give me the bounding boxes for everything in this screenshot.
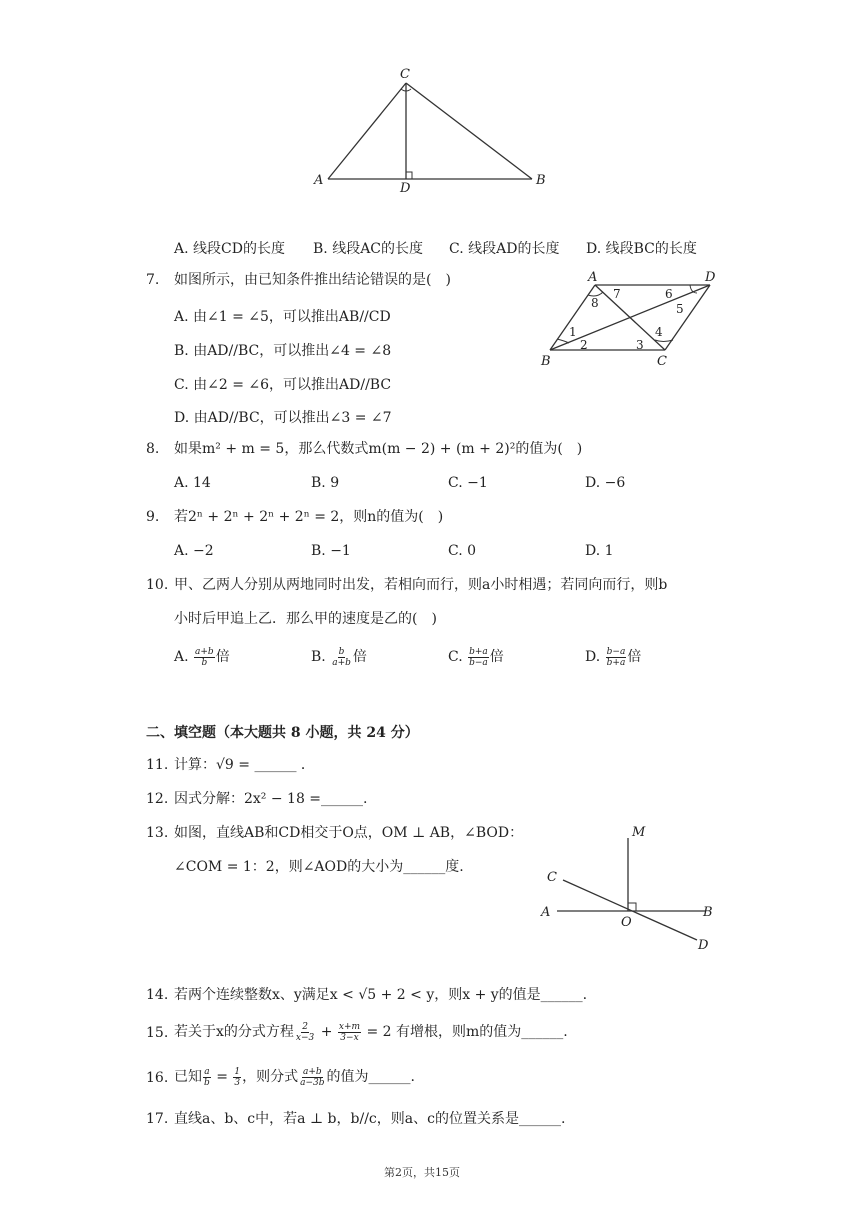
- denominator: 3−x: [340, 1032, 359, 1043]
- numerator: x+m: [338, 1021, 361, 1032]
- denominator: b+a: [606, 657, 626, 668]
- denominator: b: [204, 1077, 210, 1088]
- denominator: x−3: [295, 1032, 315, 1043]
- label-O: O: [621, 915, 632, 930]
- fraction: [338, 1022, 361, 1043]
- denominator: a+b: [332, 657, 351, 668]
- label-B: B: [541, 354, 551, 369]
- angle-label-5: 5: [676, 302, 684, 316]
- q6-option-d: D. 线段BC的长度: [586, 241, 697, 257]
- label-D: D: [705, 270, 716, 285]
- option-letter: A.: [174, 649, 189, 665]
- option-suffix: 倍: [489, 649, 504, 665]
- fraction: [331, 647, 352, 668]
- q7-option-d: D. 由AD//BC，可以推出∠3 = ∠7: [174, 410, 392, 426]
- q9-option-c: C. 0: [448, 543, 477, 559]
- q8-option-a: A. 14: [174, 475, 211, 491]
- label-A: A: [314, 173, 324, 188]
- angle-label-2: 2: [580, 338, 588, 352]
- q7-option-b: B. 由AD//BC，可以推出∠4 = ∠8: [174, 343, 392, 359]
- numerator: 2: [302, 1021, 308, 1032]
- fraction: [233, 1067, 241, 1088]
- q13-line1: 如图，直线AB和CD相交于O点，OM ⊥ AB，∠BOD：: [174, 825, 524, 841]
- q9-number: 9.: [146, 509, 160, 525]
- q16-mid: ，则分式: [242, 1069, 299, 1085]
- q10-stem-line2: 小时后甲追上乙．那么甲的速度是乙的( ): [174, 611, 437, 627]
- q10-option-c: [448, 646, 504, 668]
- fraction: [299, 1067, 325, 1088]
- q6-option-b: B. 线段AC的长度: [313, 241, 424, 257]
- numerator: a+b: [303, 1066, 322, 1077]
- q12-number: 12.: [146, 791, 169, 807]
- label-A: A: [541, 905, 551, 920]
- q9-option-b: B. −1: [311, 543, 351, 559]
- q15-pre: 若关于x的分式方程: [174, 1024, 294, 1040]
- q9-option-d: D. 1: [585, 543, 614, 559]
- numerator: b: [338, 646, 345, 657]
- option-suffix: 倍: [352, 649, 367, 665]
- numerator: a+b: [195, 646, 214, 657]
- fraction: [203, 1067, 211, 1088]
- numerator: a: [204, 1066, 210, 1077]
- angle-label-4: 4: [655, 325, 663, 339]
- q13-number: 13.: [146, 825, 169, 841]
- q6-option-c: C. 线段AD的长度: [449, 241, 560, 257]
- label-C: C: [547, 870, 557, 885]
- label-C: C: [657, 354, 667, 369]
- q10-option-d: [585, 646, 641, 668]
- q10-number: 10.: [146, 577, 169, 593]
- option-letter: D.: [585, 649, 601, 665]
- q8-stem: 如果m² + m = 5，那么代数式m(m − 2) + (m + 2)²的值为( ): [174, 441, 583, 457]
- q15-text: [174, 1017, 568, 1047]
- label-D: D: [400, 181, 411, 196]
- figure-q6-triangle: [300, 60, 560, 195]
- label-A: A: [588, 270, 598, 285]
- q15-number: 15.: [146, 1025, 169, 1041]
- figure-q7-parallelogram: [535, 265, 735, 370]
- q9-option-a: A. −2: [174, 543, 214, 559]
- q16-post: 的值为______.: [326, 1069, 415, 1085]
- q17-text: 直线a、b、c中，若a ⊥ b，b//c，则a、c的位置关系是______.: [174, 1111, 566, 1127]
- label-B: B: [536, 173, 546, 188]
- q8-option-c: C. −1: [448, 475, 488, 491]
- fraction: [606, 647, 627, 668]
- angle-label-6: 6: [665, 287, 673, 301]
- q11-text: 计算：√9 = ______ ．: [174, 757, 315, 773]
- q6-option-a: A. 线段CD的长度: [174, 241, 285, 257]
- denominator: a−3b: [300, 1077, 325, 1088]
- q17-number: 17.: [146, 1111, 169, 1127]
- q16-pre: 已知: [174, 1069, 202, 1085]
- label-M: M: [632, 825, 646, 840]
- figure-q13-lines: [535, 818, 730, 960]
- denominator: b: [201, 657, 208, 668]
- q11-number: 11.: [146, 757, 169, 773]
- numerator: b+a: [469, 646, 488, 657]
- denominator: 3: [234, 1077, 241, 1088]
- option-letter: B.: [311, 649, 326, 665]
- label-C: C: [400, 67, 410, 82]
- q8-option-d: D. −6: [585, 475, 626, 491]
- q13-line2: ∠COM = 1：2，则∠AOD的大小为______度.: [174, 859, 464, 875]
- q7-number: 7.: [146, 272, 160, 288]
- angle-label-7: 7: [613, 287, 621, 301]
- angle-label-3: 3: [636, 338, 644, 352]
- fraction: [194, 647, 215, 668]
- denominator: b−a: [469, 657, 488, 668]
- q8-option-b: B. 9: [311, 475, 340, 491]
- q14-number: 14.: [146, 987, 169, 1003]
- q14-text: 若两个连续整数x、y满足x < √5 + 2 < y，则x + y的值是______.: [174, 987, 588, 1003]
- q12-text: 因式分解：2x² − 18 =______.: [174, 791, 368, 807]
- page-footer: 第2页，共15页: [384, 1166, 460, 1179]
- fraction: [468, 647, 489, 668]
- angle-label-8: 8: [591, 296, 599, 310]
- option-letter: C.: [448, 649, 463, 665]
- q16-equals: =: [211, 1069, 233, 1085]
- q16-text: [174, 1062, 415, 1092]
- q10-option-a: [174, 646, 230, 668]
- q16-number: 16.: [146, 1070, 169, 1086]
- option-suffix: 倍: [215, 649, 230, 665]
- q10-stem-line1: 甲、乙两人分别从两地同时出发，若相向而行，则a小时相遇；若同向而行，则b: [174, 577, 668, 593]
- section-title-fill-in: 二、填空题（本大题共 8 小题，共 24 分）: [146, 725, 419, 741]
- label-D: D: [698, 938, 709, 953]
- q9-stem: 若2ⁿ + 2ⁿ + 2ⁿ + 2ⁿ = 2，则n的值为( ): [174, 509, 444, 525]
- q7-option-a: A. 由∠1 = ∠5，可以推出AB//CD: [174, 309, 391, 325]
- option-suffix: 倍: [627, 649, 642, 665]
- label-B: B: [703, 905, 713, 920]
- numerator: b−a: [606, 646, 626, 657]
- q15-post: = 2 有增根，则m的值为______.: [362, 1024, 568, 1040]
- q7-option-c: C. 由∠2 = ∠6，可以推出AD//BC: [174, 377, 392, 393]
- numerator: 1: [234, 1066, 241, 1077]
- fraction: [295, 1022, 315, 1043]
- q8-number: 8.: [146, 441, 160, 457]
- angle-label-1: 1: [569, 325, 577, 339]
- q7-stem: 如图所示，由已知条件推出结论错误的是( ): [174, 272, 451, 288]
- q10-option-b: [311, 646, 367, 668]
- q15-plus: +: [316, 1024, 337, 1040]
